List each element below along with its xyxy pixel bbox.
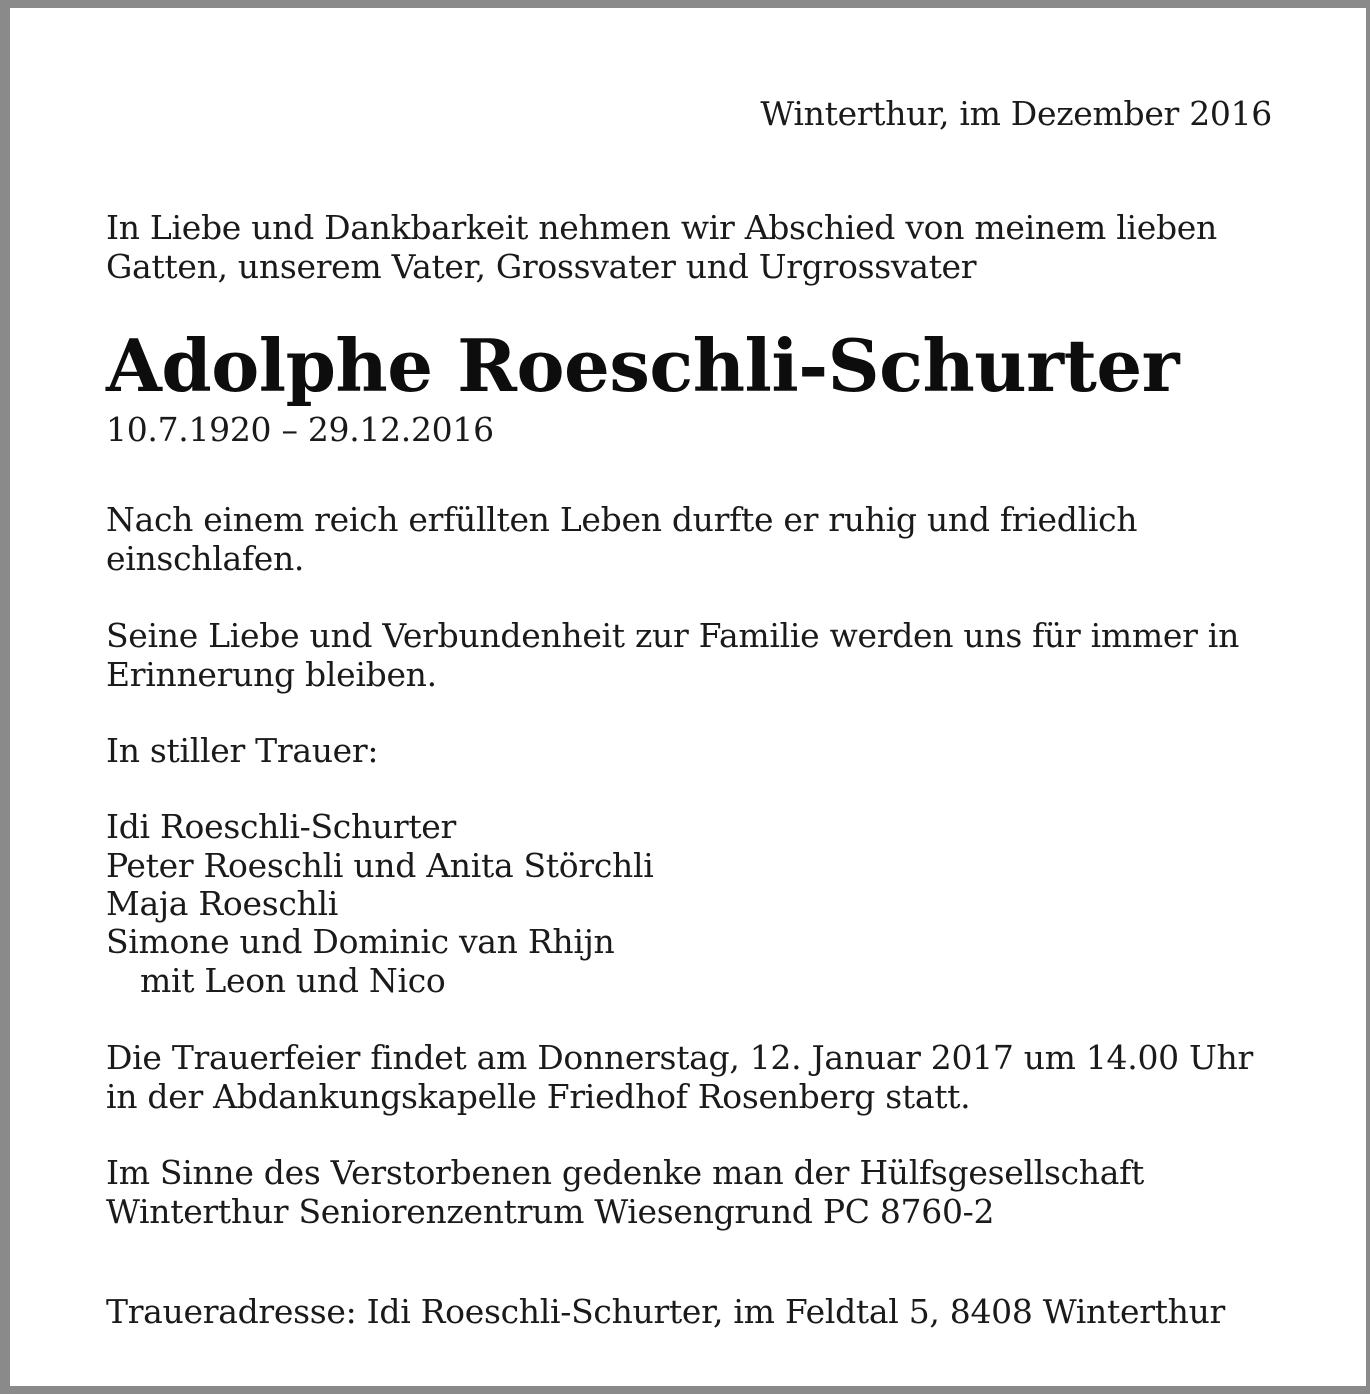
mourner-name: Simone und Dominic van Rhijn <box>106 922 615 961</box>
mourner-name-grandchildren: mit Leon und Nico <box>140 961 446 1000</box>
mourner-name: Maja Roeschli <box>106 884 338 923</box>
mourning-address: Traueradresse: Idi Roeschli-Schurter, im Feldtal 5, 8408 Winterthur <box>106 1292 1226 1331</box>
mourner-name: Idi Roeschli-Schurter <box>106 807 457 846</box>
mourner-name: Peter Roeschli und Anita Störchli <box>106 846 654 885</box>
ceremony-line-1: Die Trauerfeier findet am Donnerstag, 12. Januar 2017 um 14.00 Uhr <box>106 1038 1253 1077</box>
life-paragraph-line-1: Nach einem reich erfüllten Leben durfte er ruhig und friedlich <box>106 500 1138 539</box>
love-paragraph-line-1: Seine Liebe und Verbundenheit zur Familie werden uns für immer in <box>106 616 1240 655</box>
intro-line-2: Gatten, unserem Vater, Grossvater und Urgrossvater <box>106 247 977 286</box>
mourners-heading: In stiller Trauer: <box>106 731 379 770</box>
ceremony-line-2: in der Abdankungskapelle Friedhof Rosenberg statt. <box>106 1077 971 1116</box>
life-dates: 10.7.1920 – 29.12.2016 <box>106 410 494 449</box>
donation-line-1: Im Sinne des Verstorbenen gedenke man der Hülfsgesellschaft <box>106 1153 1144 1192</box>
life-paragraph-line-2: einschlafen. <box>106 539 305 578</box>
intro-line-1: In Liebe und Dankbarkeit nehmen wir Abschied von meinem lieben <box>106 208 1217 247</box>
donation-line-2: Winterthur Seniorenzentrum Wiesengrund PC 8760-2 <box>106 1192 995 1231</box>
love-paragraph-line-2: Erinnerung bleiben. <box>106 655 437 694</box>
deceased-name: Adolphe Roeschli-Schurter <box>106 323 1180 408</box>
dateline: Winterthur, im Dezember 2016 <box>760 94 1272 133</box>
